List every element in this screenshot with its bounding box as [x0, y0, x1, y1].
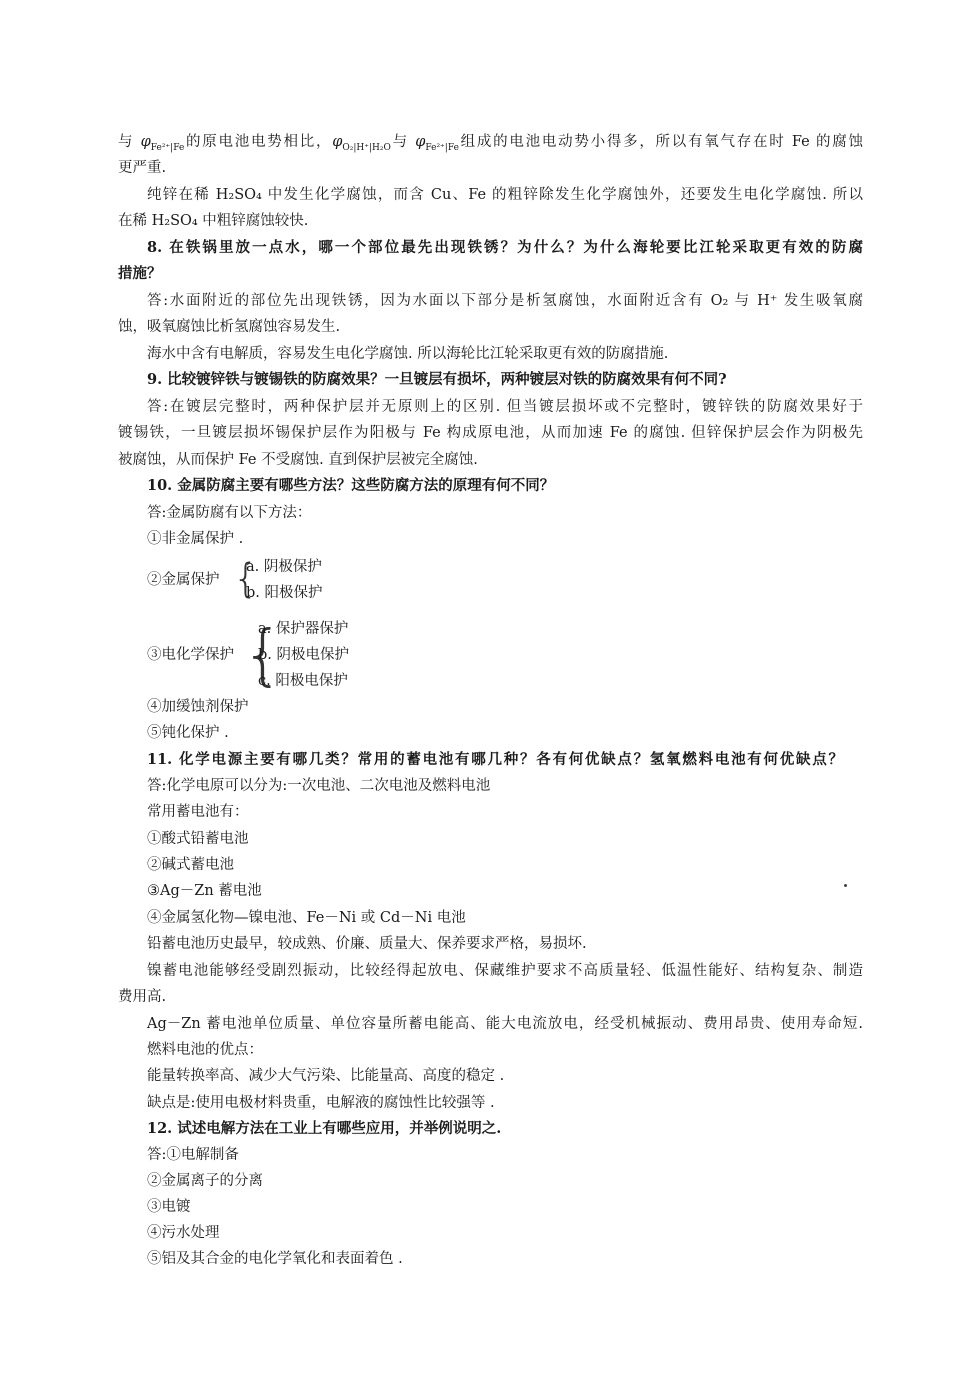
answer-line: 答:化学电原可以分为:一次电池、二次电池及燃料电池 [147, 778, 491, 794]
text-line: 与 $\varphi_{Fe^{2+}|Fe}$的原电池电势相比，$\varphi_{O_2|H^+|H_2O}$与 $\varphi_{Fe^{2+}|Fe}$组成的电池电动势小得多，所以有氧气存在时 Fe 的腐蚀 [118, 134, 864, 153]
sub-item: a. 保护器保护 [258, 621, 349, 637]
list-item: ②碱式蓄电池 [147, 857, 234, 873]
question-8: 8. 在铁锅里放一点水，哪一个部位最先出现铁锈？为什么？为什么海轮要比江轮采取更有效的防腐 [147, 239, 863, 256]
text-line: 燃料电池的优点： [147, 1042, 263, 1058]
list-item: ③Ag－Zn 蓄电池 [147, 883, 262, 899]
text-line: 被腐蚀，从而保护 Fe 不受腐蚀. 直到保护层被完全腐蚀. [118, 452, 478, 468]
list-item: ⑤铝及其合金的电化学氧化和表面着色 . [147, 1251, 403, 1267]
text-line: 纯锌在稀 H₂SO₄ 中发生化学腐蚀，而含 Cu、Fe 的粗锌除发生化学腐蚀外，还要发生电化学腐蚀. 所以 [147, 187, 863, 203]
list-item: ④污水处理 [147, 1225, 220, 1241]
sub-item: c. 阳极电保护 [258, 673, 348, 689]
sub-item: b. 阳极保护 [246, 585, 323, 601]
text-line: 费用高. [118, 989, 167, 1005]
text-line: 能量转换率高、减少大气污染、比能量高、高度的稳定 . [147, 1068, 505, 1084]
list-item: ②金属保护 [147, 572, 220, 588]
brace-icon: { [242, 616, 284, 693]
answer-line: 答:金属防腐有以下方法： [147, 505, 312, 521]
answer-line: 答:在镀层完整时，两种保护层并无原则上的区别. 但当镀层损坏或不完整时，镀锌铁的防腐效果好于 [147, 399, 863, 415]
question-10: 10. 金属防腐主要有哪些方法？这些防腐方法的原理有何不同？ [147, 477, 555, 494]
list-item: ④金属氢化物—镍电池、Fe－Ni 或 Cd－Ni 电池 [147, 910, 466, 926]
text-line: 海水中含有电解质，容易发生电化学腐蚀. 所以海轮比江轮采取更有效的防腐措施. [147, 346, 669, 362]
brace-icon: { [233, 556, 259, 602]
list-item: ③电化学保护 [147, 647, 234, 663]
text-line: 措施？ [118, 265, 162, 282]
text-line: 铅蓄电池历史最早，较成熟、价廉、质量大、保养要求严格，易损坏. [147, 936, 587, 952]
question-12: 12. 试述电解方法在工业上有哪些应用，并举例说明之. [147, 1120, 502, 1137]
text-line: 更严重. [118, 160, 167, 176]
question-11: 11. 化学电源主要有哪几类？常用的蓄电池有哪几种？各有何优缺点？氢氧燃料电池有何优缺点？ [147, 751, 843, 768]
text-line: 蚀，吸氧腐蚀比析氢腐蚀容易发生. [118, 319, 341, 335]
text-line: 镍蓄电池能够经受剧烈振动，比较经得起放电、保藏维护要求不高质量轻、低温性能好、结构复杂、制造 [147, 963, 863, 979]
list-item: ①非金属保护 . [147, 531, 244, 547]
text-line: 缺点是:使用电极材料贵重，电解液的腐蚀性比较强等 . [147, 1095, 495, 1111]
answer-line: 答:水面附近的部位先出现铁锈，因为水面以下部分是析氢腐蚀，水面附近含有 O₂ 与 H⁺ 发生吸氧腐 [147, 293, 863, 309]
list-item: ④加缓蚀剂保护 [147, 699, 249, 715]
list-item: ③电镀 [147, 1199, 191, 1215]
text-line: 镀锡铁，一旦镀层损坏锡保护层作为阳极与 Fe 构成原电池，从而加速 Fe 的腐蚀. 但锌保护层会作为阴极先 [118, 425, 863, 441]
text-line: Ag－Zn 蓄电池单位质量、单位容量所蓄电能高、能大电流放电，经受机械振动、费用昂贵、使用寿命短. [147, 1016, 863, 1032]
sub-item: b. 阴极电保护 [258, 647, 349, 663]
list-item: ⑤钝化保护 . [147, 725, 229, 741]
sub-item: a. 阴极保护 [246, 559, 322, 575]
text-line: 常用蓄电池有： [147, 804, 249, 820]
answer-line: 答:①电解制备 [147, 1147, 239, 1163]
list-item: ②金属离子的分离 [147, 1173, 263, 1189]
scan-speck [844, 884, 847, 887]
list-item: ①酸式铅蓄电池 [147, 831, 249, 847]
text-line: 在稀 H₂SO₄ 中粗锌腐蚀较快. [118, 213, 309, 229]
question-9: 9. 比较镀锌铁与镀锡铁的防腐效果？一旦镀层有损坏，两种镀层对铁的防腐效果有何不同? [147, 371, 727, 388]
